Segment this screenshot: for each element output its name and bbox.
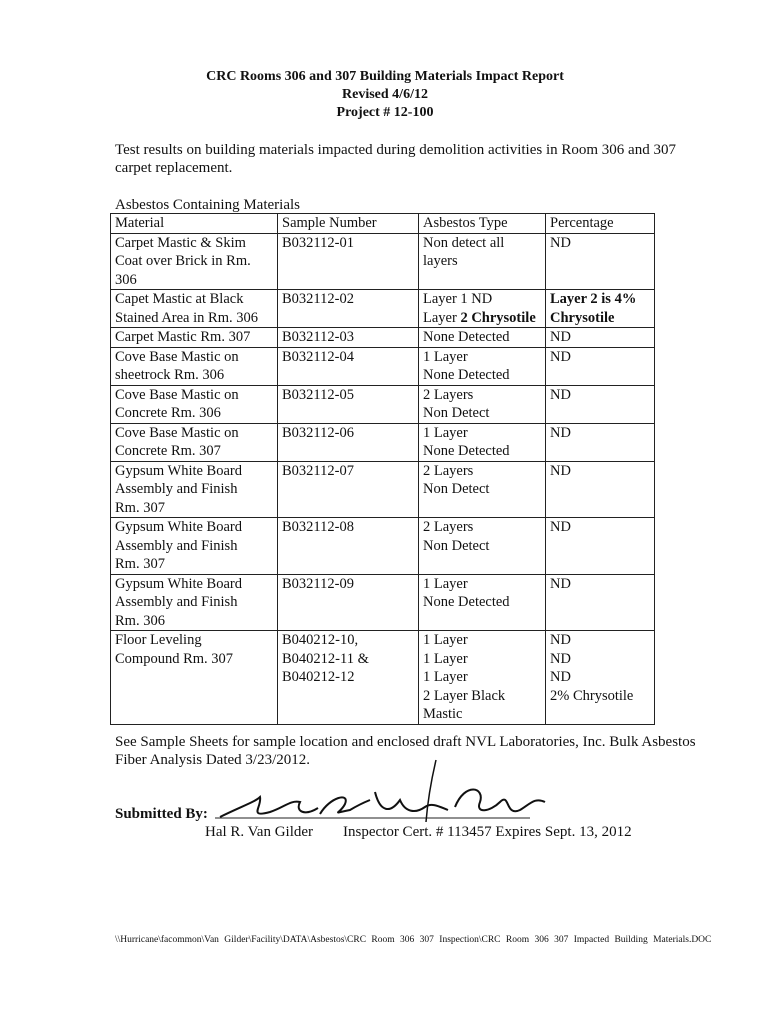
- cell-line: ND: [550, 575, 571, 592]
- cell-material: [111, 518, 278, 575]
- cell-line: Gypsum White Board: [115, 462, 242, 479]
- cell-line: ND: [550, 519, 571, 535]
- cell-line: Non Detect: [423, 537, 490, 554]
- cell-asbestos-type: [419, 385, 546, 423]
- cell-line: 2% Chrysotile: [550, 687, 634, 704]
- cell-material: [111, 574, 278, 631]
- cell-line: sheetrock Rm. 306: [115, 367, 225, 383]
- cell-sample-number: [278, 518, 419, 575]
- cell-asbestos-type: [419, 233, 546, 290]
- cell-line: ND: [550, 386, 571, 403]
- cell-line: 1 Layer: [423, 575, 468, 592]
- cell-line: ND: [550, 234, 571, 251]
- cell-asbestos-type: [419, 347, 546, 385]
- cell-sample-number: [278, 347, 419, 385]
- cell-asbestos-type: [419, 461, 546, 518]
- cell-line: Layer 2 Chrysotile: [423, 309, 536, 326]
- cell-asbestos-type: [419, 290, 546, 328]
- cell-line: Rm. 307: [115, 499, 165, 516]
- cell-line: ND: [550, 650, 571, 667]
- cell-line: Non detect all: [423, 234, 505, 251]
- cell-line: Capet Mastic at Black: [115, 291, 244, 307]
- cell-line: ND: [550, 348, 571, 365]
- inspector-certification: Inspector Cert. # 113457 Expires Sept. 13, 2012: [343, 824, 632, 840]
- cell-line: 2 Layers: [423, 519, 474, 535]
- cell-percentage: [546, 290, 655, 328]
- cell-line: B032112-04: [282, 348, 354, 365]
- cell-line: Chrysotile: [550, 309, 615, 326]
- cell-asbestos-type: [419, 574, 546, 631]
- cell-asbestos-type: [419, 518, 546, 575]
- cell-line: B032112-06: [282, 424, 354, 441]
- cell-line: B032112-01: [282, 234, 354, 251]
- handwritten-signature: [200, 752, 660, 832]
- report-title: CRC Rooms 306 and 307 Building Materials Impact Report: [206, 69, 564, 84]
- cell-line: Gypsum White Board: [115, 575, 242, 592]
- cell-line: None Detected: [423, 443, 510, 459]
- cell-line: Cove Base Mastic on: [115, 424, 239, 441]
- section-title: Asbestos Containing Materials: [115, 197, 300, 213]
- intro-paragraph: Test results on building materials impacted during demolition activities in Room 306 and 307 carpet replacement.: [115, 142, 676, 176]
- sample-sheets-note: See Sample Sheets for sample location and enclosed draft NVL Laboratories, Inc. Bulk Asbestos Fiber Analysis Dated 3/23/2012.: [115, 734, 696, 768]
- cell-line: 1 Layer: [423, 424, 468, 441]
- header-material: Material: [111, 214, 278, 234]
- cell-line: ND: [550, 424, 571, 441]
- cell-percentage: [546, 461, 655, 518]
- cell-line: B040212-10,: [282, 632, 359, 648]
- cell-percentage: [546, 423, 655, 461]
- project-number: Project # 12-100: [336, 105, 434, 120]
- cell-material: [111, 423, 278, 461]
- cell-line: Carpet Mastic Rm. 307: [115, 329, 251, 345]
- cell-line: B032112-07: [282, 462, 354, 479]
- cell-line: Rm. 306: [115, 612, 165, 629]
- cell-line: Coat over Brick in Rm.: [115, 253, 251, 269]
- cell-line: 1 Layer: [423, 650, 468, 667]
- cell-line: 1 Layer: [423, 348, 468, 365]
- cell-line: Floor Leveling: [115, 632, 202, 648]
- cell-line: Assembly and Finish: [115, 594, 238, 610]
- revised-date: Revised 4/6/12: [342, 87, 428, 102]
- cell-line: 2 Layer Black: [423, 687, 506, 704]
- cell-percentage: [546, 347, 655, 385]
- cell-line: Concrete Rm. 306: [115, 405, 221, 421]
- cell-line: Concrete Rm. 307: [115, 443, 221, 459]
- cell-line: Stained Area in Rm. 306: [115, 309, 258, 326]
- cell-line: ND: [550, 462, 571, 479]
- submitted-by-label: Submitted By:: [115, 806, 208, 822]
- table-header-row: [111, 214, 655, 234]
- cell-line: None Detected: [423, 367, 510, 383]
- inspector-name: Hal R. Van Gilder: [205, 824, 314, 840]
- cell-sample-number: [278, 461, 419, 518]
- table-row: [111, 631, 655, 725]
- table-row: [111, 347, 655, 385]
- cell-line: Layer 1 ND: [423, 291, 493, 307]
- cell-line: B032112-05: [282, 386, 354, 403]
- cell-percentage: [546, 631, 655, 725]
- table-row: [111, 290, 655, 328]
- cell-material: [111, 290, 278, 328]
- cell-sample-number: [278, 233, 419, 290]
- cell-sample-number: [278, 385, 419, 423]
- cell-percentage: [546, 385, 655, 423]
- cell-line: Compound Rm. 307: [115, 650, 234, 667]
- cell-line: None Detected: [423, 329, 510, 345]
- cell-line: Layer 2 is 4%: [550, 291, 637, 307]
- cell-line: Cove Base Mastic on: [115, 348, 239, 365]
- cell-line: ND: [550, 329, 571, 345]
- cell-material: [111, 347, 278, 385]
- cell-material: [111, 385, 278, 423]
- cell-percentage: [546, 518, 655, 575]
- cell-line: B032112-08: [282, 519, 354, 535]
- cell-asbestos-type: [419, 631, 546, 725]
- cell-sample-number: [278, 290, 419, 328]
- cell-line: None Detected: [423, 594, 510, 610]
- header-asbestos-type: Asbestos Type: [419, 214, 546, 234]
- cell-line: 2 Layers: [423, 462, 474, 479]
- report-header: [0, 68, 770, 122]
- cell-line: Assembly and Finish: [115, 537, 238, 554]
- header-sample-number: Sample Number: [278, 214, 419, 234]
- cell-line: B032112-02: [282, 291, 354, 307]
- table-row: [111, 423, 655, 461]
- cell-percentage: [546, 328, 655, 348]
- table-row: [111, 233, 655, 290]
- document-file-path: \\Hurricane\facommon\Van Gilder\Facility\DATA\Asbestos\CRC Room 306 307 Inspection\CRC Room 306 307 Impacted Building Materials.DOC: [115, 935, 712, 945]
- cell-line: ND: [550, 669, 571, 685]
- cell-percentage: [546, 574, 655, 631]
- cell-line: layers: [423, 253, 458, 269]
- cell-asbestos-type: [419, 328, 546, 348]
- cell-sample-number: [278, 423, 419, 461]
- table-row: [111, 385, 655, 423]
- cell-line: ND: [550, 632, 571, 648]
- cell-asbestos-type: [419, 423, 546, 461]
- cell-material: [111, 328, 278, 348]
- cell-line: B040212-11 &: [282, 650, 369, 667]
- cell-line: Cove Base Mastic on: [115, 386, 239, 403]
- asbestos-materials-table: [110, 213, 655, 725]
- cell-line: Rm. 307: [115, 556, 165, 572]
- table-row: [111, 518, 655, 575]
- cell-sample-number: [278, 328, 419, 348]
- cell-line: Carpet Mastic & Skim: [115, 234, 246, 251]
- table-row: [111, 461, 655, 518]
- table-row: [111, 328, 655, 348]
- cell-line: Non Detect: [423, 481, 490, 497]
- cell-line: 1 Layer: [423, 632, 468, 648]
- cell-material: [111, 631, 278, 725]
- table-row: [111, 574, 655, 631]
- cell-line: B032112-03: [282, 329, 354, 345]
- cell-sample-number: [278, 631, 419, 725]
- cell-line: Gypsum White Board: [115, 519, 242, 535]
- cell-material: [111, 233, 278, 290]
- cell-line: 306: [115, 271, 137, 288]
- cell-line: 1 Layer: [423, 669, 468, 685]
- cell-sample-number: [278, 574, 419, 631]
- header-percentage: Percentage: [546, 214, 655, 234]
- cell-material: [111, 461, 278, 518]
- cell-line: B040212-12: [282, 669, 355, 685]
- cell-percentage: [546, 233, 655, 290]
- cell-line: Assembly and Finish: [115, 481, 238, 497]
- cell-line: Mastic: [423, 706, 463, 722]
- cell-line: 2 Layers: [423, 386, 474, 403]
- cell-line: B032112-09: [282, 575, 354, 592]
- cell-line: Non Detect: [423, 405, 490, 421]
